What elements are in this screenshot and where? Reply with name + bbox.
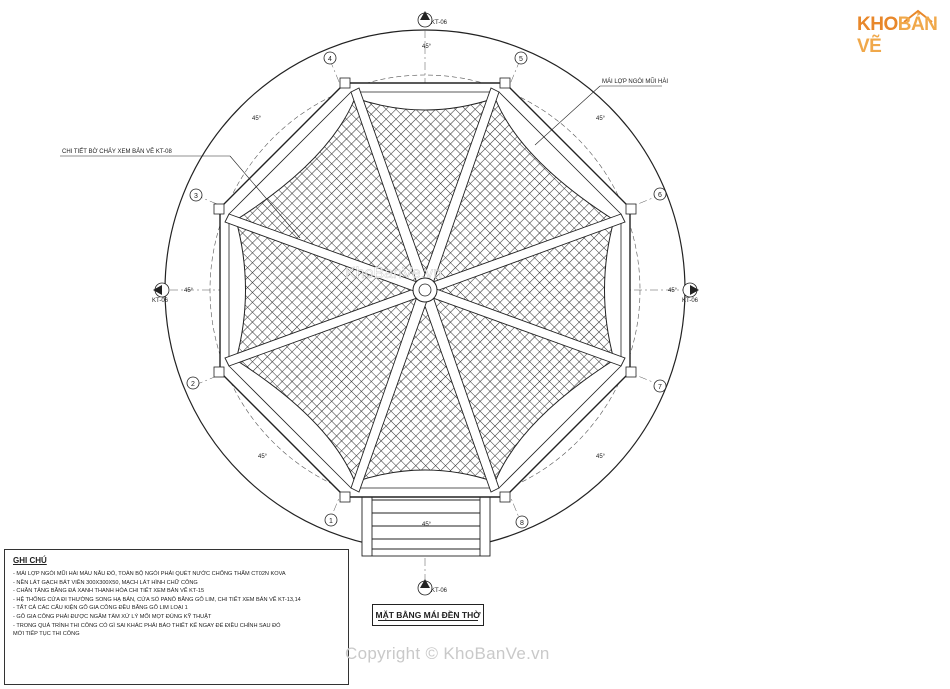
svg-text:KT-06: KT-06 <box>151 298 169 304</box>
section-marker-top <box>418 11 448 27</box>
svg-text:45°: 45° <box>596 116 606 122</box>
axis-bubble-8 <box>516 516 528 528</box>
svg-text:4: 4 <box>328 56 332 63</box>
svg-text:CHI TIẾT BỜ CHẢY XEM BẢN VẼ KT: CHI TIẾT BỜ CHẢY XEM BẢN VẼ KT-08 <box>62 149 172 155</box>
axis-bubble-4 <box>324 52 336 64</box>
note-item: MỚI TIẾP TỤC THI CÔNG <box>13 631 80 638</box>
svg-text:KT-06: KT-06 <box>431 20 448 26</box>
svg-text:45°: 45° <box>184 288 194 294</box>
svg-text:MÁI LỢP NGÓI MŨI HÀI: MÁI LỢP NGÓI MŨI HÀI <box>602 79 669 85</box>
svg-text:2: 2 <box>191 381 195 388</box>
note-item: - GỖ GIA CÔNG PHẢI ĐƯỢC NGÂM TẨM XỬ LÝ MỐI MỌT ĐÚNG KỸ THUẬT <box>13 613 212 620</box>
svg-text:1: 1 <box>329 518 333 525</box>
axis-bubble-3 <box>190 189 202 201</box>
section-marker-right <box>682 283 699 304</box>
section-marker-bottom <box>418 579 448 595</box>
svg-text:6: 6 <box>658 192 662 199</box>
section-marker-left <box>152 283 169 304</box>
svg-text:5: 5 <box>519 56 523 63</box>
axis-bubble-2 <box>187 377 199 389</box>
svg-text:45°: 45° <box>422 44 432 50</box>
copyright-text: Copyright © KhoBanVe.vn <box>345 644 550 663</box>
svg-text:45°: 45° <box>258 454 268 460</box>
title-underline <box>378 620 478 621</box>
svg-text:45°: 45° <box>422 522 432 528</box>
svg-text:KT-06: KT-06 <box>431 588 448 594</box>
note-item: - TRONG QUÁ TRÌNH THI CÔNG CÓ GÌ SAI KHÁC PHẢI BÁO THIẾT KẾ NGAY ĐỂ ĐIỀU CHỈNH SAU ĐÓ <box>13 622 281 629</box>
svg-text:3: 3 <box>194 193 198 200</box>
note-item: - NỀN LÁT GẠCH BÁT VIỀN 300X300X50, MẠCH LÁT HÌNH CHỮ CÔNG <box>13 579 198 586</box>
axis-bubble-7 <box>654 380 666 392</box>
note-item: - CHÂN TẢNG BẰNG ĐÁ XANH THANH HÓA CHI TIẾT XEM BẢN VẼ KT-15 <box>13 588 205 595</box>
notes-heading: GHI CHÚ <box>13 556 47 565</box>
axis-bubble-6 <box>654 188 666 200</box>
axis-bubble-5 <box>515 52 527 64</box>
logo: KHOBẢN VẼ <box>857 14 938 57</box>
svg-text:45°: 45° <box>252 116 262 122</box>
svg-text:7: 7 <box>658 384 662 391</box>
note-item: - HỆ THỐNG CỬA ĐI THƯỜNG SONG HẠ BẢN, CỬA SỔ PANÔ BẰNG GỖ LIM, CHI TIẾT XEM BẢN VẼ KT-13,14 <box>13 596 301 603</box>
notes-panel <box>4 549 349 685</box>
drawing-title: MẶT BẰNG MÁI ĐỀN THỜ <box>372 604 484 626</box>
svg-text:KT-06: KT-06 <box>681 298 699 304</box>
svg-text:45°: 45° <box>668 288 678 294</box>
svg-text:45°: 45° <box>596 454 606 460</box>
axis-bubble-1 <box>325 514 337 526</box>
note-item: - MÁI LỢP NGÓI MŨI HÀI MÀU NÂU ĐỎ, TOÀN BỘ NGÓI PHẢI QUÉT NƯỚC CHỐNG THẤM CT02N KOVA <box>13 571 286 577</box>
svg-text:8: 8 <box>520 520 524 527</box>
note-item: - TẤT CẢ CÁC CẤU KIỆN GỖ GIA CÔNG ĐỀU BẰNG GỖ LIM LOẠI 1 <box>13 605 188 612</box>
center-watermark: KhoBanVe.vn <box>345 265 442 282</box>
